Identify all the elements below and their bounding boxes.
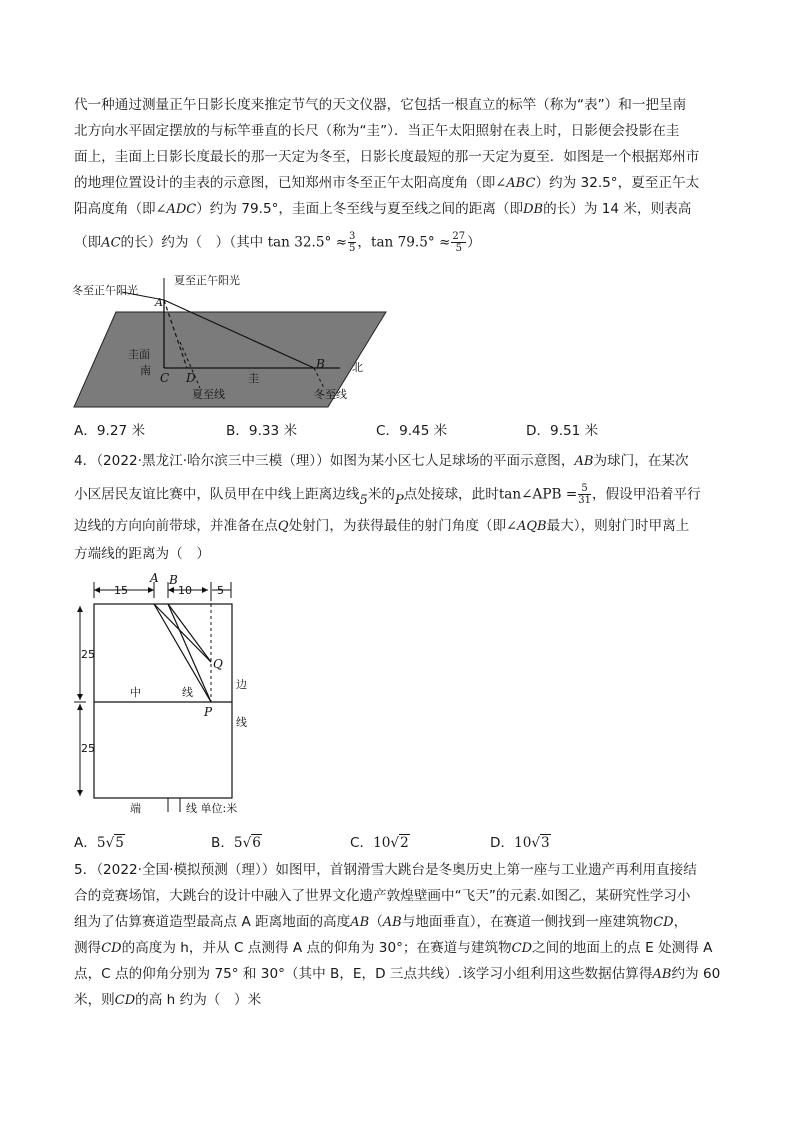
denominator: 5 bbox=[455, 243, 462, 254]
option-label: C． bbox=[350, 835, 374, 851]
dim-label-5: 5 bbox=[217, 584, 224, 597]
text: ）约为 79.5°，圭面上冬至线与夏至线之间的距离（即 bbox=[196, 201, 524, 217]
radicand: 2 bbox=[400, 835, 409, 851]
numerator: 3 bbox=[349, 231, 356, 242]
summer-line-label: 夏至线 bbox=[192, 388, 225, 401]
text: 阳高度角（即 bbox=[74, 201, 156, 217]
denominator: 31 bbox=[578, 495, 591, 506]
q3-text-line-1: 代一种通过测量正午日影长度来推定节气的天文仪器，它包括一根直立的标竿（称为“表”）和一把呈南 bbox=[74, 97, 687, 113]
text: 之间的地面上的点 E 处测得 A bbox=[532, 940, 713, 956]
math-segment: DB bbox=[523, 202, 544, 217]
point-a-label: A bbox=[155, 296, 163, 309]
text: 小区居民友谊比赛中，队员甲在中线上距离边线 bbox=[74, 486, 360, 503]
q4-option-b[interactable] bbox=[211, 831, 262, 851]
south-label: 南 bbox=[140, 364, 151, 377]
math-segment: AC bbox=[101, 235, 121, 251]
unit-label: 线 单位:米 bbox=[186, 802, 238, 815]
q3-text-line-3: 面上，圭面上日影长度最长的那一天定为冬至，日影长度最短的那一天定为夏至．如图是一个根据郑州市 bbox=[74, 149, 700, 165]
winter-line-label: 冬至线 bbox=[314, 388, 347, 401]
denominator: 5 bbox=[349, 243, 356, 254]
text: ） bbox=[467, 234, 481, 251]
text: 测得 bbox=[74, 940, 102, 956]
plane-label: 圭面 bbox=[128, 348, 150, 361]
option-label: B． bbox=[211, 835, 234, 851]
text: （即 bbox=[74, 234, 102, 251]
point-p-label: P bbox=[204, 705, 213, 719]
text: 最大），则射门时甲离上 bbox=[546, 518, 690, 534]
q3-option-d[interactable]: D．9.51 米 bbox=[526, 423, 599, 439]
text: 的高 h 约为（ ）米 bbox=[135, 992, 262, 1008]
text: 的高度为 h，并从 C 点测得 A 点的仰角为 30°；在赛道与建筑物 bbox=[121, 940, 512, 956]
text: ， bbox=[673, 914, 688, 930]
text: 点处接球，此时 bbox=[403, 486, 499, 503]
text: 点，C 点的仰角分别为 75° 和 30°（其中 B，E，D 三点共线）.该学习小组利用这些数据估算得 bbox=[74, 966, 653, 982]
winter-light-label: 冬至正午阳光 bbox=[72, 284, 138, 297]
arrowhead bbox=[77, 790, 83, 796]
sqrt-sign: √ bbox=[390, 835, 400, 851]
q4-option-a[interactable] bbox=[74, 831, 125, 851]
q5-text-line-2: 合的竞赛场馆，大跳台的设计中融入了世界文化遗产敦煌壁画中“飞天”的元素.如图乙，某研究性学习小 bbox=[74, 888, 691, 904]
north-label: 北 bbox=[352, 361, 363, 374]
sqrt-sign: √ bbox=[531, 835, 541, 851]
math-segment: AB bbox=[574, 454, 594, 469]
sqrt-sign: √ bbox=[242, 835, 252, 851]
dim-label-15: 15 bbox=[114, 584, 128, 597]
point-q-label: Q bbox=[213, 657, 223, 671]
q3-text-line-4 bbox=[74, 173, 699, 194]
point-b-label: B bbox=[169, 573, 178, 587]
arrowhead bbox=[202, 587, 208, 593]
arrowhead bbox=[148, 587, 154, 593]
text: 约为 60 bbox=[671, 966, 721, 982]
math-number: 5 bbox=[359, 492, 368, 508]
q3-option-c[interactable]: C．9.45 米 bbox=[376, 423, 448, 439]
option-label: A． bbox=[74, 835, 97, 851]
fraction-27-5 bbox=[451, 231, 466, 254]
text: ）约为 32.5°，夏至正午太 bbox=[535, 175, 700, 191]
text: （ bbox=[369, 914, 383, 930]
arrowhead bbox=[77, 606, 83, 612]
math-tan: tan∠APB = bbox=[498, 486, 578, 503]
q4-option-c[interactable] bbox=[350, 831, 410, 851]
math-angle: ∠AQB bbox=[506, 519, 547, 534]
q5-text-line-1: 5．（2022·全国·模拟预测（理））如图甲，首钢滑雪大跳台是冬奥历史上第一座与工业遗产再利用直接结 bbox=[74, 862, 697, 878]
numerator: 27 bbox=[452, 231, 466, 242]
text: 的地理位置设计的圭表的示意图，已知郑州市冬至正午太阳高度角（即 bbox=[74, 175, 496, 191]
radicand: 5 bbox=[115, 835, 124, 851]
q4-text-line-4: 方端线的距离为（ ） bbox=[74, 546, 210, 562]
text: 米的 bbox=[367, 486, 395, 503]
arrowhead bbox=[94, 587, 100, 593]
q5-text-line-6 bbox=[74, 990, 261, 1011]
text: ， bbox=[357, 234, 371, 251]
math-segment: AB bbox=[350, 915, 370, 930]
text: 米，则 bbox=[74, 992, 115, 1008]
math-angle: ∠ADC bbox=[155, 202, 197, 217]
math-segment: CD bbox=[101, 941, 122, 956]
q5-text-line-4 bbox=[74, 938, 712, 959]
point-d-label: D bbox=[186, 371, 196, 385]
point-a-label: A bbox=[150, 571, 159, 585]
gnomon-diagram bbox=[70, 270, 390, 415]
point-c-label: C bbox=[160, 371, 170, 385]
dim-label-25-bottom: 25 bbox=[81, 742, 95, 755]
math-point: Q bbox=[277, 519, 289, 534]
q3-text-line-6 bbox=[74, 231, 481, 254]
q4-option-d[interactable] bbox=[490, 831, 551, 851]
q4-text-line-2 bbox=[74, 483, 701, 506]
arrowhead bbox=[77, 694, 83, 700]
text: 的长）约为（ ）（其中 bbox=[120, 234, 264, 251]
coefficient: 5 bbox=[233, 835, 243, 851]
dim-label-25-top: 25 bbox=[81, 648, 95, 661]
text: 处射门，为获得最佳的射门角度（即 bbox=[288, 518, 507, 534]
q3-option-b[interactable]: B．9.33 米 bbox=[226, 423, 298, 439]
text: ，假设甲沿着平行 bbox=[591, 486, 701, 503]
math-segment: AB bbox=[382, 915, 402, 930]
radicand: 6 bbox=[252, 835, 261, 851]
option-label: D． bbox=[490, 835, 515, 851]
text: 4．（2022·黑龙江·哈尔滨三中三模（理））如图为某小区七人足球场的平面示意图， bbox=[74, 453, 575, 469]
math-segment: AB bbox=[652, 967, 672, 982]
sideline-label-2: 线 bbox=[236, 716, 247, 729]
football-field-diagram bbox=[68, 570, 268, 825]
math-segment: CD bbox=[114, 993, 136, 1008]
arrowhead bbox=[168, 587, 174, 593]
point-b-label: B bbox=[316, 357, 325, 371]
endline-label: 端 bbox=[130, 802, 141, 815]
coefficient: 10 bbox=[373, 835, 391, 851]
coefficient: 10 bbox=[514, 835, 532, 851]
math-angle: ∠ABC bbox=[495, 176, 536, 191]
text: 组为了估算赛道造型最高点 A 距离地面的高度 bbox=[74, 914, 351, 930]
text: 的长）为 14 米，则表高 bbox=[543, 201, 692, 217]
q3-option-a[interactable]: A．9.27 米 bbox=[74, 423, 146, 439]
text: 为球门，在某次 bbox=[593, 453, 689, 469]
q4-text-line-1 bbox=[74, 451, 689, 472]
q4-text-line-3 bbox=[74, 516, 689, 537]
text: 与地面垂直），在赛道一侧找到一座建筑物 bbox=[401, 914, 654, 930]
fraction-5-31 bbox=[578, 483, 591, 506]
numerator: 5 bbox=[578, 483, 591, 495]
text: 边线的方向向前带球，并准备在点 bbox=[74, 518, 278, 534]
q5-text-line-3 bbox=[74, 912, 687, 933]
q3-text-line-2: 北方向水平固定摆放的与标竿垂直的长尺（称为“圭”）．当正午太阳照射在表上时，日影便会投影在圭 bbox=[74, 123, 680, 139]
gui-label: 圭 bbox=[248, 372, 259, 385]
fraction-3-5 bbox=[348, 231, 356, 254]
sideline-label-1: 边 bbox=[236, 678, 247, 691]
coefficient: 5 bbox=[96, 835, 106, 851]
math-tan-1: tan 32.5° ≈ bbox=[267, 234, 348, 251]
q5-text-line-5 bbox=[74, 964, 720, 985]
math-segment: CD bbox=[511, 941, 533, 956]
q3-text-line-5 bbox=[74, 199, 691, 220]
center-label: 中 bbox=[130, 686, 141, 699]
center-line-label: 线 bbox=[182, 686, 193, 699]
math-point: P bbox=[394, 492, 404, 508]
dim-label-10: 10 bbox=[178, 584, 192, 597]
sqrt-sign: √ bbox=[105, 835, 115, 851]
math-tan-2: tan 79.5° ≈ bbox=[370, 234, 451, 251]
radicand: 3 bbox=[541, 835, 550, 851]
summer-light-label: 夏至正午阳光 bbox=[174, 274, 240, 287]
math-segment: CD bbox=[653, 915, 674, 930]
arrowhead bbox=[77, 704, 83, 710]
